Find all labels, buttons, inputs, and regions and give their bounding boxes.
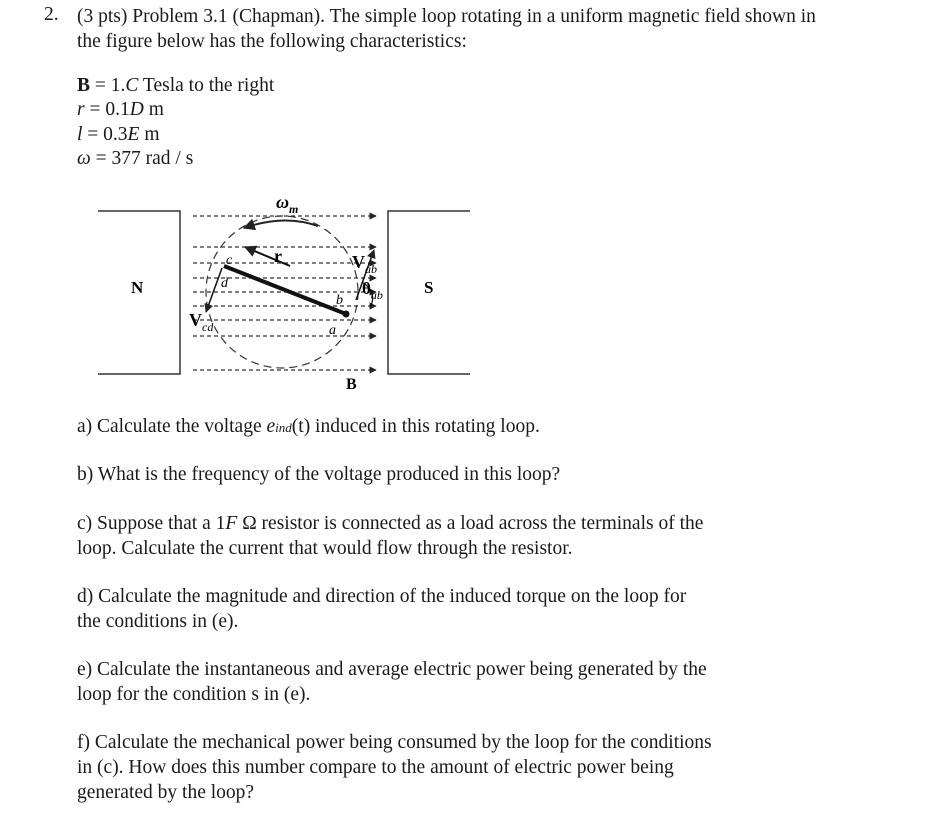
loop-figure [0,0,932,400]
given-r-eq: = 0.1 [84,99,130,120]
given-r-symbol: r [77,99,85,120]
part-c-var: F [225,513,238,534]
vcd-subscript: cd [202,320,214,334]
problem-number: 2. [44,4,59,25]
part-a-sub: ind [275,420,292,435]
given-b-var: C [125,75,139,96]
given-l-var: E [127,124,140,145]
given-b-rest: Tesla to the right [138,75,275,96]
loop-conductor [224,266,346,314]
part-e [77,657,797,707]
given-r-var: D [129,99,144,120]
given-l-symbol: l [77,124,83,145]
omega-symbol: ω [276,192,290,212]
part-a-e: e [266,416,276,437]
vcd-label [189,310,214,334]
vab-v: V [352,252,365,272]
given-l-rest: m [139,124,160,145]
pole-n-label: N [131,278,144,297]
vab-subscript: ab [365,262,377,276]
radius-label: r [274,246,282,266]
given-omega-eq: = 377 [90,148,141,169]
part-f [77,730,797,805]
part-d-line2: the conditions in (e). [77,611,239,632]
theta-label [362,279,383,302]
problem-header-line1: (3 pts) Problem 3.1 (Chapman). The simple loop rotating in a uniform magnetic field shown in [77,6,816,27]
part-e-line2: loop for the condition s in (e). [77,684,311,705]
part-a-pre: a) Calculate the voltage [77,416,267,437]
part-f-line1: f) Calculate the mechanical power being consumed by the loop for the conditions [77,732,712,753]
pole-s-label: S [424,278,434,297]
rotation-arrow [244,220,318,228]
given-b-eq: = 1. [90,75,126,96]
corner-c-label: c [226,253,233,268]
part-c-pre: c) Suppose that a 1 [77,513,226,534]
part-f-line2: in (c). How does this number compare to the amount of electric power being [77,757,674,778]
part-b: b) What is the frequency of the voltage produced in this loop? [77,464,561,485]
omega-subscript: m [289,202,299,216]
part-f-line3: generated by the loop? [77,782,255,803]
given-b-symbol: B [77,75,91,96]
vcd-v: V [189,310,202,330]
theta-symbol: θ [362,279,371,298]
omega-label [276,192,298,216]
field-b-label: B [346,376,357,393]
part-d-line1: d) Calculate the magnitude and direction of the induced torque on the loop for [77,586,687,607]
part-c-line2: loop. Calculate the current that would flow through the resistor. [77,538,573,559]
theta-subscript: ab [370,288,383,302]
corner-a-label: a [329,323,336,338]
part-a-post: (t) induced in this rotating loop. [291,416,540,437]
given-r-rest: m [143,99,164,120]
given-omega-rest: rad / s [140,148,194,169]
loop-end-ab [343,311,350,318]
part-c-post: Ω resistor is connected as a load across the terminals of the [237,513,704,534]
corner-b-label: b [336,293,343,308]
part-c [77,511,797,561]
part-e-line1: e) Calculate the instantaneous and average electric power being generated by the [77,659,707,680]
part-a [77,414,797,440]
corner-d-label: d [221,276,228,291]
part-d [77,584,797,634]
problem-header-line2: the figure below has the following characteristics: [77,31,467,52]
part-c-line1 [77,511,797,536]
given-l-eq: = 0.3 [82,124,128,145]
field-lines [193,216,376,370]
given-omega-symbol: ω [77,148,91,169]
